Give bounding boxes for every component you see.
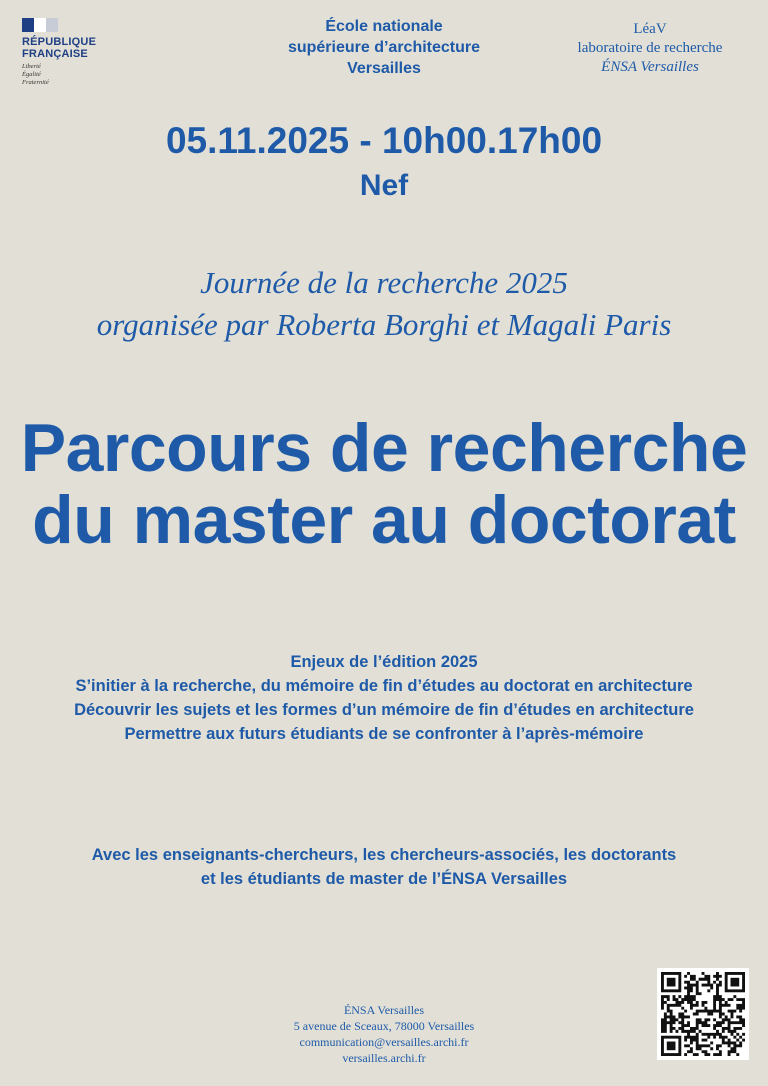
school-name: [240, 16, 528, 79]
event-subtitle: [0, 262, 768, 346]
school-line-1: École nationale: [325, 18, 443, 35]
subtitle-line-2: organisée par Roberta Borghi et Magali Paris: [96, 307, 672, 342]
marianne-flag-icon: [22, 18, 58, 32]
event-date: 05.11.2025 - 10h00.17h00: [165, 120, 603, 161]
event-title: [0, 412, 768, 556]
issue-item: Découvrir les sujets et les formes d’un mémoire de fin d’études en architecture: [74, 701, 694, 719]
motto-liberte: Liberté: [22, 63, 41, 70]
address-street: 5 avenue de Sceaux, 78000 Versailles: [293, 1019, 475, 1033]
motto-fraternite: Fraternité: [22, 79, 49, 86]
issue-item: Permettre aux futurs étudiants de se confronter à l’après-mémoire: [124, 725, 644, 743]
title-line-2: du master au doctorat: [32, 482, 736, 558]
school-line-2: supérieure d’architecture: [287, 39, 481, 56]
event-place: Nef: [359, 169, 409, 202]
subtitle-line-1: Journée de la recherche 2025: [200, 265, 568, 300]
participants-line-2: et les étudiants de master de l’ÉNSA Versailles: [200, 870, 568, 888]
lab-line-2: laboratoire de recherche: [577, 40, 723, 56]
issue-item: S’initier à la recherche, du mémoire de fin d’études au doctorat en architecture: [75, 677, 693, 695]
republique-label: RÉPUBLIQUE: [22, 36, 97, 48]
francaise-label: FRANÇAISE: [22, 48, 88, 60]
participants-block: [0, 843, 768, 891]
participants-line-1: Avec les enseignants-chercheurs, les chercheurs-associés, les doctorants: [91, 846, 677, 864]
issues-block: [0, 650, 768, 746]
lab-name: [540, 20, 760, 77]
issues-heading: Enjeux de l’édition 2025: [290, 653, 478, 671]
motto-egalite: Égalité: [22, 71, 41, 78]
address-name: ÉNSA Versailles: [343, 1003, 425, 1017]
title-line-1: Parcours de recherche: [20, 410, 748, 486]
school-line-3: Versailles: [347, 60, 421, 77]
republique-francaise-logo: [22, 18, 132, 87]
lab-line-1: LéaV: [633, 21, 667, 37]
address-email[interactable]: communication@versailles.archi.fr: [299, 1035, 469, 1049]
address-website[interactable]: versailles.archi.fr: [342, 1051, 426, 1065]
lab-line-3: ÉNSA Versailles: [601, 59, 699, 75]
footer-address: [0, 1002, 768, 1066]
qr-code-icon[interactable]: [657, 968, 749, 1060]
